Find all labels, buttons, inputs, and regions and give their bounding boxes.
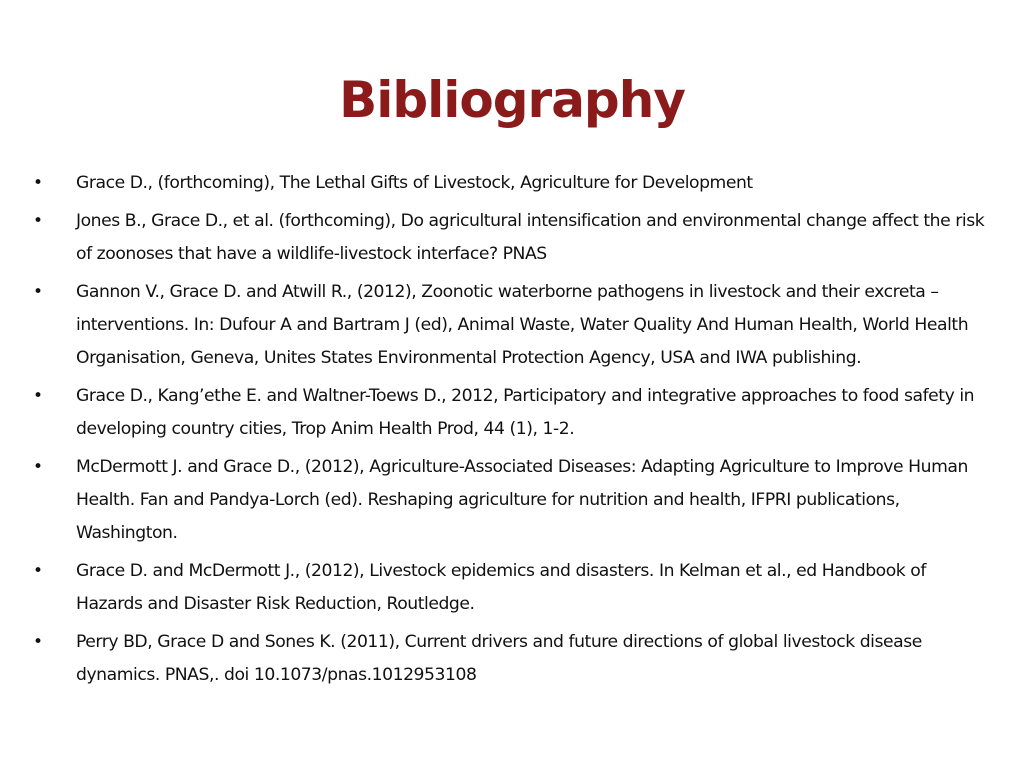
reference-text: Jones B., Grace D., et al. (forthcoming), Do agricultural intensification and environmental change affect the risk of zoonoses that have a wildlife-livestock interface? PNAS xyxy=(76,211,985,264)
reference-text: Grace D. and McDermott J., (2012), Livestock epidemics and disasters. In Kelman et al., ed Handbook of Hazards and Disaster Risk Reduction, Routledge. xyxy=(76,561,926,614)
reference-text: McDermott J. and Grace D., (2012), Agriculture-Associated Diseases: Adapting Agriculture to Improve Human Health. Fan and Pandya-Lorch (ed). Reshaping agriculture for nutrition and health, IFPRI publications, Washington. xyxy=(76,457,968,543)
bibliography-list xyxy=(0,167,1024,697)
bullet-icon: • xyxy=(33,173,43,193)
bullet-icon: • xyxy=(33,561,43,581)
bullet-icon: • xyxy=(33,632,43,652)
reference-item xyxy=(0,451,1024,550)
reference-item xyxy=(0,555,1024,621)
reference-item xyxy=(0,380,1024,446)
slide-title: Bibliography xyxy=(339,71,685,129)
reference-text: Grace D., Kang’ethe E. and Waltner-Toews D., 2012, Participatory and integrative approaches to food safety in developing country cities, Trop Anim Health Prod, 44 (1), 1-2. xyxy=(76,386,975,439)
reference-text: Perry BD, Grace D and Sones K. (2011), Current drivers and future directions of global livestock disease dynamics. PNAS,. doi 10.1073/pnas.1012953108 xyxy=(76,632,922,685)
reference-text: Gannon V., Grace D. and Atwill R., (2012), Zoonotic waterborne pathogens in livestock and their excreta – interventions. In: Dufour A and Bartram J (ed), Animal Waste, Water Quality And Human Health, World Health Organisation, Geneva, Unites States Environmental Protection Agency, USA and IWA publishing. xyxy=(76,282,969,368)
reference-item xyxy=(0,167,1024,200)
bullet-icon: • xyxy=(33,282,43,302)
reference-item xyxy=(0,626,1024,692)
bullet-icon: • xyxy=(33,457,43,477)
reference-text: Grace D., (forthcoming), The Lethal Gifts of Livestock, Agriculture for Development xyxy=(76,173,753,193)
bullet-icon: • xyxy=(33,211,43,231)
reference-item xyxy=(0,205,1024,271)
bullet-icon: • xyxy=(33,386,43,406)
reference-item xyxy=(0,276,1024,375)
